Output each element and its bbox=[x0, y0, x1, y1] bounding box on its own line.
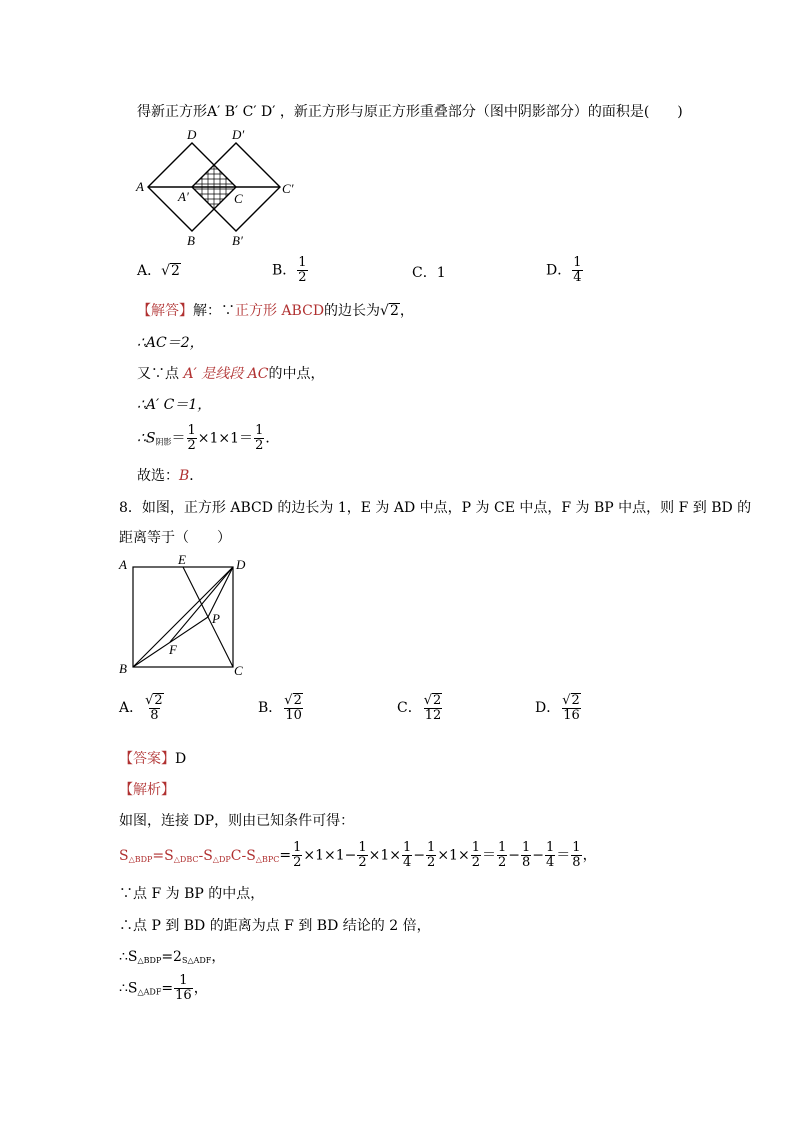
label-B: B bbox=[187, 233, 195, 248]
q7-option-c: C．1 bbox=[412, 265, 446, 281]
label-Dp: D′ bbox=[232, 127, 245, 142]
label-C-q8: C bbox=[234, 663, 243, 678]
label-E-q8: E bbox=[178, 553, 186, 567]
label-D: D bbox=[187, 127, 197, 142]
q8-analysis-line6: $\therefore S_{\triangle ADF}=$ $\frac{1}{16}$ ， bbox=[119, 973, 208, 1003]
q7-solution-line2: ∴AC＝2， bbox=[137, 335, 204, 351]
q8-analysis-line5: $\therefore S_{\triangle BDP}=2_{S\triangle ADF}$， bbox=[119, 949, 226, 965]
q8-option-a: A． $\frac{√2}{8}$ bbox=[119, 693, 163, 723]
q8-stem-line1: 8．如图，正方形 ABCD 的边长为 1，E 为 AD 中点，P 为 CE 中点，F 为 BP 中点，则 F 到 BD 的 bbox=[119, 500, 752, 516]
q8-figure bbox=[115, 553, 255, 678]
label-Cp: C′ bbox=[282, 181, 294, 196]
label-C: C bbox=[234, 191, 243, 206]
label-Ap: A′ bbox=[178, 189, 189, 204]
label-F-q8: F bbox=[169, 642, 177, 657]
q8-analysis-line4: ∴点 P 到 BD 的距离为点 F 到 BD 结论的 2 倍， bbox=[119, 918, 431, 934]
q8-analysis-line1: 如图，连接 DP，则由已知条件可得： bbox=[119, 813, 355, 829]
q7-solution-line5: $\therefore S_{阴影}=$ $\frac{1}{2}$ ×1×1＝ $\frac{1}{2}$ ． bbox=[137, 423, 280, 453]
q7-option-d: D． $\frac{1}{4}$ bbox=[546, 255, 582, 285]
label-Bp: B′ bbox=[232, 233, 243, 248]
q8-option-d: D． $\frac{√2}{16}$ bbox=[535, 693, 580, 723]
q8-option-b: B． $\frac{√2}{10}$ bbox=[258, 693, 302, 723]
q7-figure bbox=[130, 125, 310, 250]
q7-solution-line3: 又∵点 A′ 是线段 AC的中点， bbox=[137, 366, 325, 382]
q8-stem-line2: 距离等于（ ） bbox=[119, 530, 231, 546]
label-D-q8: D bbox=[236, 557, 246, 572]
q8-analysis-line2: $S_{\triangle BDP}=S_{\triangle DBC}-S_{\triangle DP}C-S_{\triangle BPC}=$ $\frac{1}{2}$ ×1×1− $\frac{1}{2}$ ×1× $\frac{1}{4}$ − $\frac{1}{2}$ ×1× $\frac{1}{2}$ ＝ $\frac{1}{2}$ − $\frac{1}{8}$ − $\frac{1}{4}$ ＝ $\frac{1}{8}$ ， bbox=[119, 840, 597, 870]
q7-solution-line4: ∴A′ C＝1， bbox=[137, 397, 212, 413]
q7-solution-line1: 【解答】解：∵正方形 ABCD的边长为√2， bbox=[137, 303, 414, 319]
label-A: A bbox=[136, 179, 144, 194]
label-B-q8: B bbox=[119, 661, 127, 676]
q8-answer: 【答案】D bbox=[119, 751, 187, 767]
segment-fd bbox=[170, 567, 233, 642]
q7-solution-line6: 故选：B． bbox=[137, 468, 204, 484]
label-P-q8: P bbox=[212, 611, 220, 626]
q7-stem: 得新正方形A′ B′ C′ D′ ，新正方形与原正方形重叠部分（图中阴影部分）的面积是( ) bbox=[137, 104, 683, 120]
q7-option-a: A．√2 bbox=[137, 263, 180, 279]
q8-analysis-line3: ∵点 F 为 BP 的中点， bbox=[119, 886, 265, 902]
q8-analysis-label: 【解析】 bbox=[119, 782, 175, 798]
label-A-q8: A bbox=[119, 557, 127, 572]
q7-option-b: B． $\frac{1}{2}$ bbox=[272, 255, 307, 285]
q7-opt-a-sqrt: √2 bbox=[161, 263, 180, 279]
q8-option-c: C． $\frac{√2}{12}$ bbox=[397, 693, 442, 723]
